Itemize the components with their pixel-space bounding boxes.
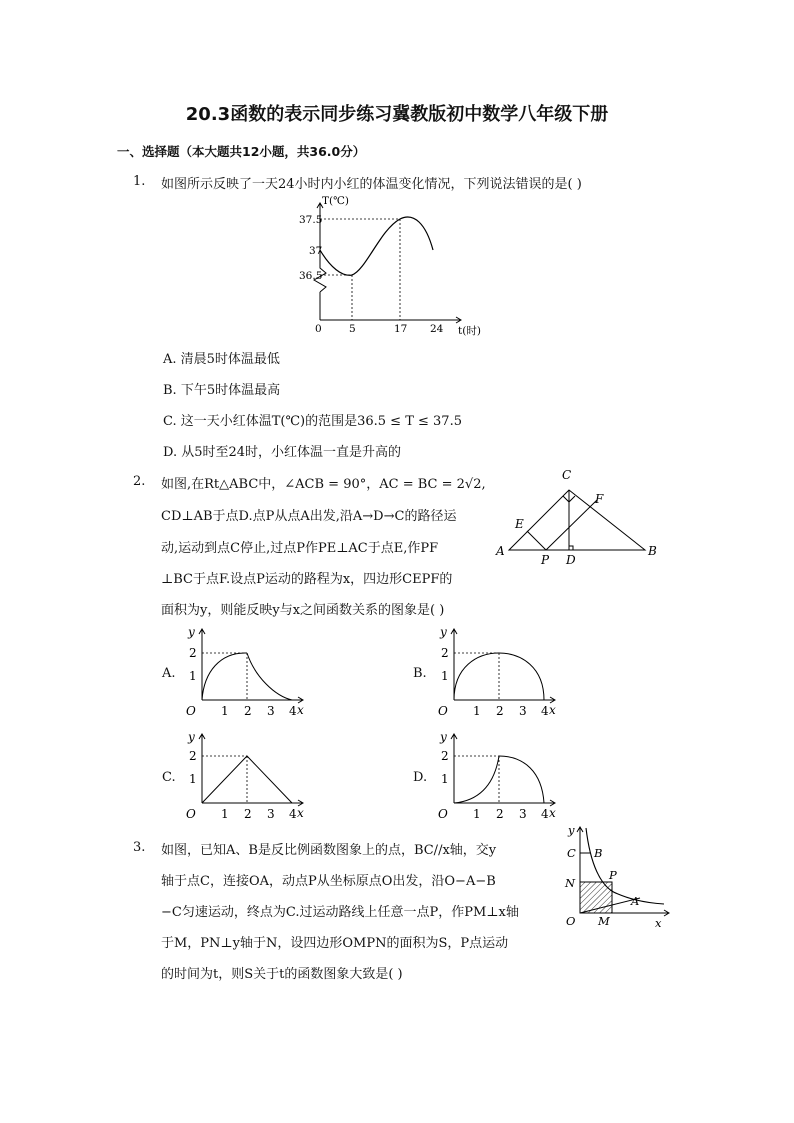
q3-point-label: O bbox=[566, 914, 576, 928]
q2-a-x-label: x bbox=[297, 703, 304, 717]
q2-c-x-tick: 1 bbox=[221, 807, 229, 821]
q2-c-x-label: x bbox=[297, 806, 304, 820]
q2-b-x-tick: 2 bbox=[496, 704, 504, 718]
q2-point-label: C bbox=[562, 468, 572, 482]
q1-x-axis-label: t(时) bbox=[458, 325, 481, 337]
q2-a-y-tick: 2 bbox=[189, 646, 197, 660]
q3-point-label: A bbox=[631, 894, 640, 908]
page-title: 20.3函数的表示同步练习冀教版初中数学八年级下册 bbox=[185, 104, 609, 125]
q2-a-origin: O bbox=[186, 704, 196, 718]
q2-option-a-label[interactable]: A. bbox=[162, 666, 176, 681]
q2-b-x-tick: 3 bbox=[519, 704, 527, 718]
q2-point-label: A bbox=[496, 544, 505, 558]
q2-d-y-tick: 2 bbox=[441, 749, 449, 763]
q2-d-x-tick: 1 bbox=[473, 807, 481, 821]
q2-option-c-label[interactable]: C. bbox=[162, 770, 176, 785]
q2-line: 如图,在Rt△ABC中，∠ACB = 90°，AC = BC = 2√2, bbox=[161, 477, 486, 492]
q1-x-tick: 5 bbox=[349, 323, 356, 335]
q2-a-x-tick: 3 bbox=[267, 704, 275, 718]
q2-c-x-tick: 3 bbox=[267, 807, 275, 821]
q2-a-x-tick: 1 bbox=[221, 704, 229, 718]
q2-d-origin: O bbox=[438, 807, 448, 821]
q2-point-label: D bbox=[566, 553, 576, 567]
section-heading: 一、选择题（本大题共12小题，共36.0分） bbox=[117, 144, 366, 159]
q2-c-y-label: y bbox=[188, 730, 195, 744]
q2-point-label: F bbox=[595, 492, 604, 506]
q2-c-y-tick: 1 bbox=[189, 772, 197, 786]
q3-line: 轴于点C，连接OA，动点P从坐标原点O出发，沿O−A−B bbox=[161, 874, 496, 889]
q2-b-y-tick: 1 bbox=[441, 669, 449, 683]
q1-y-axis-label: T(℃) bbox=[322, 195, 349, 207]
q3-point-label: P bbox=[609, 868, 617, 882]
q2-graph-c[interactable] bbox=[180, 727, 310, 827]
q1-y-tick: 37.5 bbox=[299, 214, 323, 226]
q2-d-x-tick: 2 bbox=[496, 807, 504, 821]
q2-c-x-tick: 2 bbox=[244, 807, 252, 821]
q2-graph-a[interactable] bbox=[180, 622, 310, 722]
q2-triangle-figure bbox=[493, 466, 663, 566]
q2-b-x-tick: 4 bbox=[541, 704, 549, 718]
q3-line: 的时间为t，则S关于t的函数图象大致是( ) bbox=[161, 967, 403, 982]
q2-d-y-label: y bbox=[440, 730, 447, 744]
q2-a-x-tick: 4 bbox=[289, 704, 297, 718]
q2-a-y-label: y bbox=[188, 625, 195, 639]
q1-x-tick: 0 bbox=[315, 323, 322, 335]
q2-d-x-tick: 4 bbox=[541, 807, 549, 821]
q3-line: −C匀速运动，终点为C.过运动路线上任意一点P，作PM⊥x轴 bbox=[161, 905, 519, 920]
q3-inverse-function-figure bbox=[560, 822, 680, 932]
q1-y-tick: 36.5 bbox=[299, 270, 323, 282]
q2-graph-b[interactable] bbox=[432, 622, 562, 722]
q2-line: 动,运动到点C停止,过点P作PE⊥AC于点E,作PF bbox=[161, 541, 439, 556]
q1-option-c[interactable]: C. 这一天小红体温T(℃)的范围是36.5 ≤ T ≤ 37.5 bbox=[163, 414, 462, 429]
q2-line: CD⊥AB于点D.点P从点A出发,沿A→D→C的路径运 bbox=[161, 509, 457, 524]
q3-line: 如图，已知A、B是反比例函数图象上的点，BC//x轴，交y bbox=[161, 843, 497, 858]
q2-line: ⊥BC于点F.设点P运动的路程为x，四边形CEPF的 bbox=[161, 572, 453, 587]
q3-point-label: N bbox=[565, 876, 576, 890]
q2-b-x-tick: 1 bbox=[473, 704, 481, 718]
q1-x-tick: 17 bbox=[394, 323, 408, 335]
q2-line: 面积为y，则能反映y与x之间函数关系的图象是( ) bbox=[161, 603, 445, 618]
q3-number: 3. bbox=[133, 840, 146, 855]
q1-option-d[interactable]: D. 从5时至24时，小红体温一直是升高的 bbox=[163, 445, 402, 460]
q1-x-tick: 24 bbox=[430, 323, 444, 335]
q1-temperature-graph bbox=[300, 192, 500, 342]
q2-c-y-tick: 2 bbox=[189, 749, 197, 763]
q2-point-label: P bbox=[541, 553, 550, 567]
q3-point-label: M bbox=[598, 914, 610, 928]
q2-number: 2. bbox=[133, 474, 146, 489]
q2-point-label: E bbox=[515, 517, 524, 531]
q3-point-label: y bbox=[568, 823, 575, 837]
q1-y-tick: 37 bbox=[309, 245, 323, 257]
q2-c-x-tick: 4 bbox=[289, 807, 297, 821]
q2-a-y-tick: 1 bbox=[189, 669, 197, 683]
q2-a-x-tick: 2 bbox=[244, 704, 252, 718]
q2-d-x-tick: 3 bbox=[519, 807, 527, 821]
q2-b-x-label: x bbox=[549, 703, 556, 717]
q2-b-y-label: y bbox=[440, 625, 447, 639]
q2-d-y-tick: 1 bbox=[441, 772, 449, 786]
q2-b-y-tick: 2 bbox=[441, 646, 449, 660]
q2-d-x-label: x bbox=[549, 806, 556, 820]
q2-point-label: B bbox=[648, 544, 657, 558]
q3-line: 于M，PN⊥y轴于N，设四边形OMPN的面积为S，P点运动 bbox=[161, 936, 509, 951]
q2-option-d-label[interactable]: D. bbox=[413, 770, 428, 785]
q2-option-b-label[interactable]: B. bbox=[413, 666, 427, 681]
q2-c-origin: O bbox=[186, 807, 196, 821]
q1-option-b[interactable]: B. 下午5时体温最高 bbox=[163, 383, 281, 398]
q2-b-origin: O bbox=[438, 704, 448, 718]
q2-graph-d[interactable] bbox=[432, 727, 562, 827]
q1-stem: 如图所示反映了一天24小时内小红的体温变化情况，下列说法错误的是( ) bbox=[161, 177, 582, 192]
q1-option-a[interactable]: A. 清晨5时体温最低 bbox=[163, 352, 280, 367]
q3-point-label: x bbox=[655, 916, 662, 930]
q3-point-label: B bbox=[594, 846, 603, 860]
q1-number: 1. bbox=[133, 174, 146, 189]
q3-point-label: C bbox=[567, 846, 576, 860]
